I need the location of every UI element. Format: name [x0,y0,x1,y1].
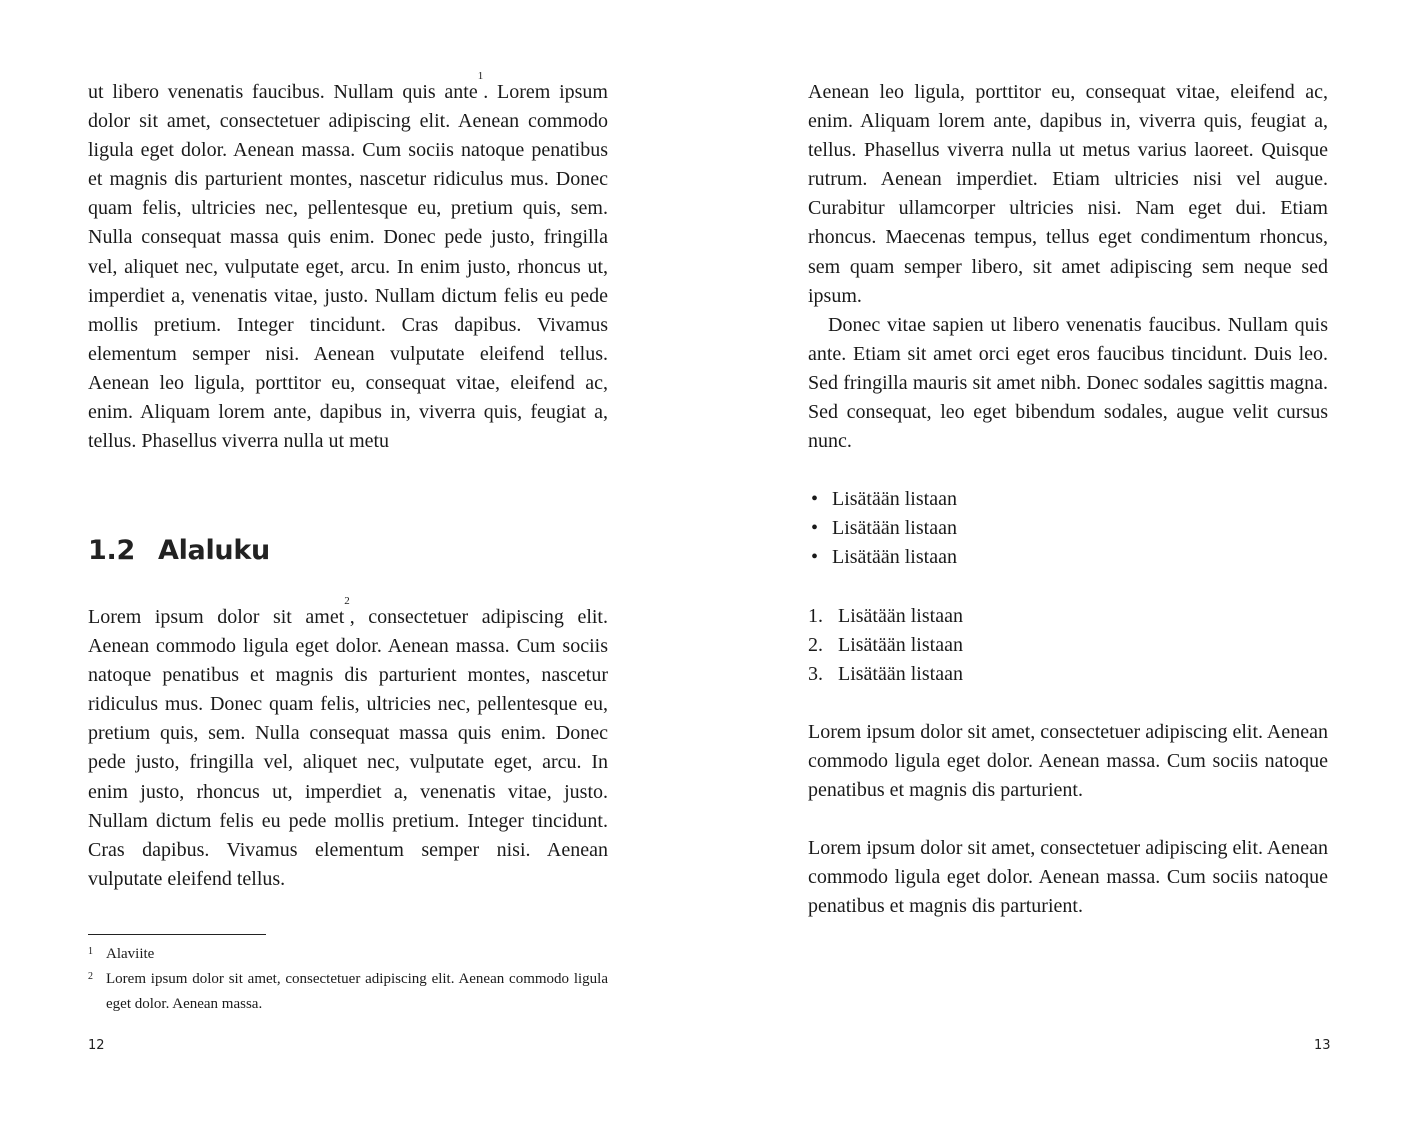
left-paragraph-1 [88,70,608,456]
bullet-list-item: • Lisätään listaan [808,543,1328,572]
section-heading [88,535,270,566]
footnote-2 [88,967,608,1017]
numbered-list [808,602,1328,689]
footnote-1-text: Alaviite [106,946,155,962]
bullet-list-item: • Lisätään listaan [808,485,1328,514]
list-number: 1. [808,604,823,627]
section-number: 1.2 [88,535,135,566]
footnote-ref-2[interactable]: 2 [344,595,350,607]
list-item-text: Lisätään listaan [838,633,963,656]
footnote-1 [88,942,608,967]
spacer [808,689,1328,718]
right-paragraph-4: Lorem ipsum dolor sit amet, consectetuer adipiscing elit. Aenean commodo ligula eget dolor. Aenean massa. Cum sociis natoque penatibus et magnis dis parturient. [808,837,1328,918]
left-paragraph-1-start: ut libero venenatis faucibus. Nullam quis ante [88,81,478,103]
right-paragraph-1: Aenean leo ligula, porttitor eu, consequat vitae, eleifend ac, enim. Aliquam lorem ante, dapibus in, viverra quis, feugiat a, tellus. Phasellus viverra nulla ut metus varius laoreet. Quisque rutrum. Aenean imperdiet. Etiam ultricies nisi vel augue. Curabitur ullamcorper ultricies nisi. Nam eget dui. Etiam rhoncus. Maecenas tempus, tellus eget condimentum rhoncus, sem quam semper libero, sit amet adipiscing sem neque sed ipsum. [808,81,1328,307]
numbered-list-item [808,602,1328,631]
right-page-body [808,78,1328,921]
footnote-divider [88,934,266,935]
list-item-text: Lisätään listaan [838,604,963,627]
right-paragraph-3: Lorem ipsum dolor sit amet, consectetuer adipiscing elit. Aenean commodo ligula eget dolor. Aenean massa. Cum sociis natoque penatibus et magnis dis parturient. [808,720,1328,801]
footnote-2-text: Lorem ipsum dolor sit amet, consectetuer adipiscing elit. Aenean commodo ligula eget dolor. Aenean massa. [106,971,608,1012]
left-paragraph-2 [88,595,608,894]
numbered-list-item [808,631,1328,660]
list-number: 2. [808,633,823,656]
footnote-2-mark: 2 [88,971,93,982]
left-paragraph-1-rest: . Lorem ipsum dolor sit amet, consectetuer adipiscing elit. Aenean commodo ligula eget dolor. Aenean massa. Cum sociis natoque penatibus et magnis dis parturient montes, nascetur ridiculus mus. Donec quam felis, ultricies nec, pellentesque eu, pretium quis, sem. Nulla consequat massa quis enim. Donec pede justo, fringilla vel, aliquet nec, vulputate eget, arcu. In enim justo, rhoncus ut, imperdiet a, venenatis vitae, justo. Nullam dictum felis eu pede mollis pretium. Integer tincidunt. Cras dapibus. Vivamus elementum semper nisi. Aenean vulputate eleifend tellus. Aenean leo ligula, porttitor eu, consequat vitae, eleifend ac, enim. Aliquam lorem ante, dapibus in, viverra quis, feugiat a, tellus. Phasellus viverra nulla ut metu [88,81,608,453]
footnote-1-mark: 1 [88,946,93,957]
spacer [808,573,1328,602]
footnote-ref-1[interactable]: 1 [477,70,484,82]
list-number: 3. [808,662,823,685]
section-title: Alaluku [158,535,270,566]
spacer [808,456,1328,485]
left-page-body [88,70,608,456]
list-item-text: Lisätään listaan [838,662,963,685]
left-paragraph-2-start: Lorem ipsum dolor sit amet [88,606,345,628]
spacer [808,805,1328,834]
page-number-left: 12 [88,1038,105,1053]
page-number-right: 13 [1314,1038,1331,1053]
numbered-list-item [808,660,1328,689]
right-paragraph-2: Donec vitae sapien ut libero venenatis faucibus. Nullam quis ante. Etiam sit amet orci eget eros faucibus tincidunt. Duis leo. Sed fringilla mauris sit amet nibh. Donec sodales sagittis magna. Sed consequat, leo eget bibendum sodales, augue velit cursus nunc. [808,313,1328,453]
footnotes [88,942,608,1017]
bullet-list-item: • Lisätään listaan [808,514,1328,543]
bullet-list [808,485,1328,572]
left-paragraph-2-rest: , consectetuer adipiscing elit. Aenean commodo ligula eget dolor. Aenean massa. Cum sociis natoque penatibus et magnis dis parturient montes, nascetur ridiculus mus. Donec quam felis, ultricies nec, pellentesque eu, pretium quis, sem. Nulla consequat massa quis enim. Donec pede justo, fringilla vel, aliquet nec, vulputate eget, arcu. In enim justo, rhoncus ut, imperdiet a, venenatis vitae, justo. Nullam dictum felis eu pede mollis pretium. Integer tincidunt. Cras dapibus. Vivamus elementum semper nisi. Aenean vulputate eleifend tellus. [88,606,608,890]
